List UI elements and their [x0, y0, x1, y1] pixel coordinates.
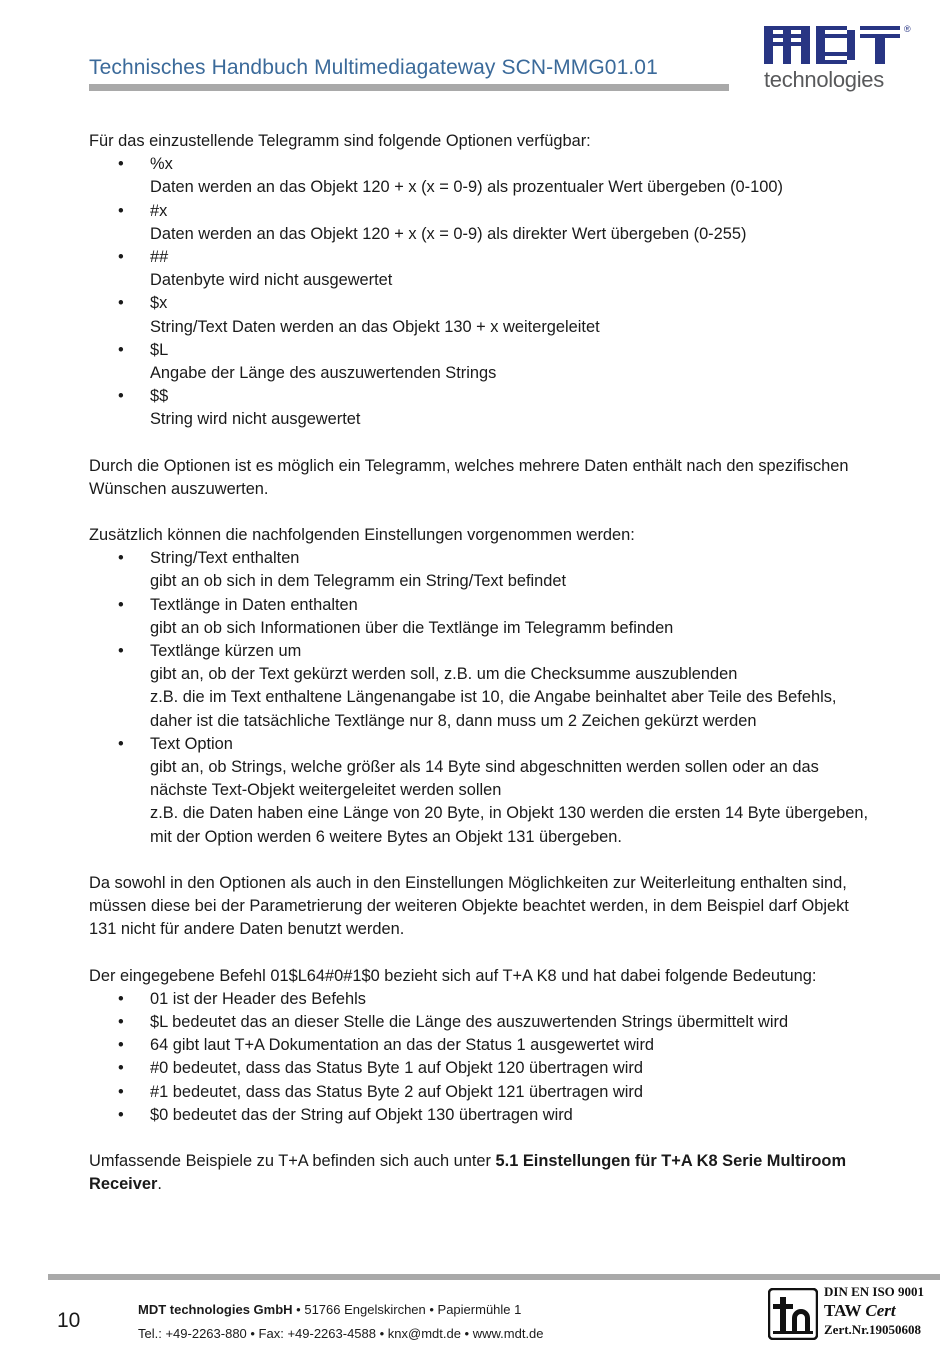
mdt-logo [762, 22, 912, 100]
list-item [89, 988, 879, 1011]
setting-desc: gibt an ob sich in dem Telegramm ein String/Text befindet [150, 572, 567, 591]
option-desc: Angabe der Länge des auszuwertenden Strings [150, 364, 497, 383]
footer-divider [48, 1274, 940, 1280]
page-header-title: Technisches Handbuch Multimediagateway SCN-MMG01.01 [89, 56, 658, 79]
setting-desc: gibt an, ob Strings, welche größer als 14 Byte sind abgeschnitten werden sollen oder an das nächste Text-Objekt weitergeleitet werden sollen [150, 758, 819, 800]
bullet: • [118, 734, 124, 753]
option-desc: String/Text Daten werden an das Objekt 130 + x weitergeleitet [150, 317, 600, 336]
bullet: • [118, 1059, 124, 1078]
setting-example: z.B. die Daten haben eine Länge von 20 Byte, in Objekt 130 werden die ersten 14 Byte übergeben, mit der Option werden 6 weitere Bytes an Objekt 131 übergeben. [150, 804, 869, 846]
list-item [89, 153, 879, 199]
list-item [89, 292, 879, 338]
option-term: ## [150, 248, 169, 267]
iso-certification [768, 1284, 940, 1346]
list-item [89, 246, 879, 292]
example-list [89, 988, 879, 1127]
option-desc: Daten werden an das Objekt 120 + x (x = 0-9) als prozentualer Wert übergeben (0-100) [150, 178, 783, 197]
bullet: • [118, 387, 124, 406]
list-item [89, 1057, 879, 1080]
header-divider [89, 84, 729, 91]
option-term: #x [150, 201, 168, 220]
list-item [89, 547, 879, 593]
reference-paragraph [89, 1150, 879, 1196]
list-item [89, 1011, 879, 1034]
list-item [89, 339, 879, 385]
bullet: • [118, 642, 124, 661]
list-item [89, 1034, 879, 1057]
footer-contact: Tel.: +49-2263-880 • Fax: +49-2263-4588 • knx@mdt.de • www.mdt.de [138, 1326, 544, 1341]
settings-intro: Zusätzlich können die nachfolgenden Einstellungen vorgenommen werden: [89, 526, 635, 545]
bullet: • [118, 340, 124, 359]
setting-term: Textlänge kürzen um [150, 642, 302, 661]
setting-term: Textlänge in Daten enthalten [150, 595, 358, 614]
example-item-text: $0 bedeutet das der String auf Objekt 130 übertragen wird [150, 1105, 573, 1124]
main-content [89, 130, 879, 1196]
bullet: • [118, 989, 124, 1008]
setting-example: z.B. die im Text enthaltene Längenangabe ist 10, die Angabe beinhaltet aber Teile des Befehls, daher ist die tatsächliche Textlänge nur 8, dann muss um 2 Zeichen gekürzt werden [150, 688, 837, 730]
list-item [89, 733, 879, 849]
list-item [89, 385, 879, 431]
option-desc: Daten werden an das Objekt 120 + x (x = 0-9) als direkter Wert übergeben (0-255) [150, 224, 747, 243]
list-item [89, 594, 879, 640]
list-item [89, 640, 879, 733]
bullet: • [118, 294, 124, 313]
example-item-text: 64 gibt laut T+A Dokumentation an das der Status 1 ausgewertet wird [150, 1036, 655, 1055]
bullet: • [118, 1012, 124, 1031]
setting-desc: gibt an ob sich Informationen über die Textlänge im Telegramm befinden [150, 618, 674, 637]
cert-text [824, 1284, 924, 1338]
list-item [89, 200, 879, 246]
footer-address [138, 1302, 521, 1317]
example-item-text: #1 bedeutet, dass das Status Byte 2 auf Objekt 121 übertragen wird [150, 1082, 643, 1101]
bullet: • [118, 201, 124, 220]
example-item-text: #0 bedeutet, dass das Status Byte 1 auf Objekt 120 übertragen wird [150, 1059, 643, 1078]
example-intro: Der eingegebene Befehl 01$L64#0#1$0 bezieht sich auf T+A K8 und hat dabei folgende Bedeutung: [89, 966, 817, 985]
option-term: $L [150, 340, 169, 359]
bullet: • [118, 1082, 124, 1101]
setting-term: Text Option [150, 734, 233, 753]
bullet: • [118, 549, 124, 568]
option-desc: String wird nicht ausgewertet [150, 410, 361, 429]
footer-company: MDT technologies GmbH [138, 1302, 293, 1317]
mdt-logo-subtitle: technologies [764, 67, 884, 92]
section-reference-link[interactable]: 5.1 Einstellungen für T+A K8 Serie Multiroom Receiver [89, 1151, 847, 1194]
reference-period: . [157, 1175, 162, 1194]
options-explanation: Durch die Optionen ist es möglich ein Telegramm, welches mehrere Daten enthält nach den spezifischen Wünschen auszuwerten. [89, 456, 849, 498]
option-term: $$ [150, 387, 169, 406]
options-list [89, 153, 879, 431]
mdt-logo-wordmark [762, 22, 902, 68]
forwarding-note: Da sowohl in den Optionen als auch in den Einstellungen Möglichkeiten zur Weiterleitung enthalten sind, müssen diese bei der Parametrierung der weiteren Objekte beachtet werden, in dem Beispiel darf Objekt 131 nicht für andere Daten benutzt werden. [89, 873, 849, 939]
list-item [89, 1104, 879, 1127]
settings-list [89, 547, 879, 849]
list-item [89, 1081, 879, 1104]
bullet: • [118, 595, 124, 614]
example-item-text: $L bedeutet das an dieser Stelle die Länge des auszuwertenden Strings übermittelt wird [150, 1012, 789, 1031]
setting-term: String/Text enthalten [150, 549, 300, 568]
option-term: %x [150, 155, 173, 174]
page-number: 10 [57, 1309, 81, 1332]
options-intro: Für das einzustellende Telegramm sind folgende Optionen verfügbar: [89, 132, 591, 150]
bullet: • [118, 1105, 124, 1124]
taw-cert-icon [768, 1288, 818, 1340]
setting-desc: gibt an, ob der Text gekürzt werden soll, z.B. um die Checksumme auszublenden [150, 665, 738, 684]
cert-standard: DIN EN ISO 9001 [824, 1284, 925, 1299]
bullet: • [118, 248, 124, 267]
cert-issuer-b: Cert [865, 1301, 896, 1320]
example-item-text: 01 ist der Header des Befehls [150, 989, 366, 1008]
option-term: $x [150, 294, 168, 313]
registered-mark: ® [904, 24, 911, 34]
cert-issuer-a: TAW [824, 1301, 866, 1320]
cert-number: Zert.Nr.19050608 [824, 1322, 922, 1337]
reference-text: Umfassende Beispiele zu T+A befinden sich auch unter [89, 1151, 496, 1170]
bullet: • [118, 1036, 124, 1055]
option-desc: Datenbyte wird nicht ausgewertet [150, 271, 393, 290]
bullet: • [118, 155, 124, 174]
footer-address-text: • 51766 Engelskirchen • Papiermühle 1 [292, 1302, 522, 1317]
cert-issuer [824, 1300, 924, 1322]
